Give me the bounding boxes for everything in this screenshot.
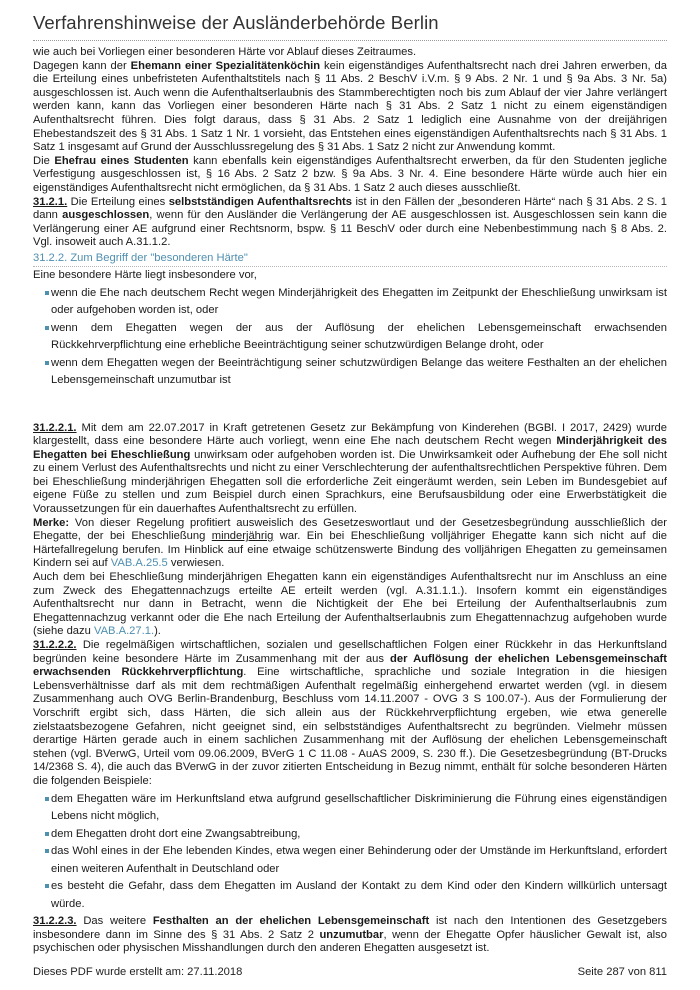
page-title: Verfahrenshinweise der Ausländerbehörde Berlin (33, 12, 667, 41)
list-item: dem Ehegatten wäre im Herkunftsland etwa aufgrund gesellschaftlicher Diskriminierung die Führung eines eigenständigen Lebens nicht möglich, (33, 791, 667, 826)
list-item: das Wohl eines in der Ehe lebenden Kindes, etwa wegen einer Behinderung oder der Umstände im Herkunftsland, erfordert einen weiteren Aufenthalt in Deutschland oder (33, 843, 667, 878)
bullet-icon (45, 361, 49, 365)
list-item: wenn dem Ehegatten wegen der aus der Auflösung der ehelichen Lebensgemeinschaft erwachsenden Rückkehrverpflichtung eine erhebliche Beeinträchtigung seiner schutzwürdigen Belange droht, oder (33, 320, 667, 355)
footer-page-number: Seite 287 von 811 (577, 966, 667, 978)
haerte-list (33, 285, 667, 390)
paragraph-31-2-2-2: 31.2.2.2. Die regelmäßigen wirtschaftlichen, sozialen und gesellschaftlichen Folgen einer Rückkehr in das Herkunftsland begründen keine besondere Härte im Zusammenhang mit der aus der Auflösung der ehelichen Lebensgemeinschaft erwachsenden Rückkehrverpflichtung. Eine wirtschaftliche, sprachliche und soziale Integration in die hiesigen Lebensverhältnisse darf als mit dem rechtmäßigen Aufenthalt regelmäßig einhergehend erwartet werden (vgl. in diesem Zusammenhang auch OVG Berlin-Brandenburg, Beschluss vom 14.11.2007 - OVG 3 S 100.07-). Aus der Formulierung der Vorschrift ergibt sich, dass Härten, die sich allein aus der Rückkehrverpflichtung ergeben, wie etwa generelle zielstaatsbezogene Gefahren, nicht geeignet sind, ein selbstständiges Aufenthaltsrecht zu begründen. Vielmehr müssen derartige Härten gerade auch in einem sachlichen Zusammenhang mit der Auflösung der ehelichen Lebensgemeinschaft stehen (vgl. BVerwG, Urteil vom 09.06.2009, BVerG 1 C 11.08 - AuAS 2009, S. 230 ff.). Die Gesetzesbegründung (BT-Drucks 14/2368 S. 4), die auch das BVerwG in der zuvor zitierten Entscheidung in Bezug nimmt, enthält für solche besonderen Härten die folgenden Beispiele: (33, 639, 668, 787)
paragraph-student: Die Ehefrau eines Studenten kann ebenfalls kein eigenständiges Aufenthaltsrecht erwerben, da für den Studenten jegliche Verfestigung ausgeschlossen ist, § 16 Abs. 2 Satz 2 bzw. § 9a Abs. 3 Nr. 4. Eine besondere Härte würde auch hier ein eigenständiges Aufenthaltsrecht nicht ermöglichen, da § 31 Abs. 1 Satz 2 auch dieses ausschließt. (33, 154, 667, 194)
paragraph-31-2-2-1: 31.2.2.1. Mit dem am 22.07.2017 in Kraft getretenen Gesetz zur Bekämpfung von Kinderehen (BGBl. I 2017, 2429) wurde klargestellt, dass eine besondere Härte auch vorliegt, wenn eine Ehe nach deutschem Recht wegen Minderjährigkeit des Ehegatten bei Eheschließung unwirksam oder aufgehoben worden ist. Die Unwirksamkeit oder Aufhebung der Ehe soll nicht zu einem Verlust des Aufenthaltsrechts und nicht zu einer Verschlechterung der aufenthaltsrechtlichen Perspektive führen. Dem bei Eheschließung minderjährigen Ehegatten soll die erforderliche Zeit eingeräumt werden, sein Leben im Bundesgebiet auf eigene Füße zu stellen und zum Beispiel durch einen Sprachkurs, eine Berufsausbildung oder eine Erwerbstätigkeit die Voraussetzungen für ein dauerhaftes Aufenthaltsrecht zu erfüllen. (33, 421, 668, 516)
link-vab-a-27-1[interactable]: VAB.A.27.1. (93, 625, 155, 638)
paragraph-spezialitaetenkoechin: Dagegen kann der Ehemann einer Spezialitätenköchin kein eigenständiges Aufenthaltsrecht nach drei Jahren erwerben, da die Erteilung eines unbefristeten Aufenthaltstitels nach § 11 Abs. 2 BeschV i.V.m. § 9 Abs. 2 Nr. 1 und § 9a Abs. 3 Nr. 5a) ausgeschlossen ist. Auch wenn die Aufenthaltserlaubnis des Stammberechtigten noch bis zum Ablauf der vier Jahre verlängert werden kann, kann das Vorliegen einer besonderen Härte nach § 31 Abs. 2 Satz 1 nicht zu einem eigenständigen Aufenthaltsrecht führen. Dies folgt daraus, dass § 31 Abs. 2 Satz 1 lediglich eine Ausnahme von der dreijährigen Ehebestandszeit des § 31 Abs. 1 Satz 1 Nr. 1 vorsieht, das Entstehen eines eigenständigen Aufenthaltsrechts nach § 31 Abs. 1 Satz 1 insgesamt auf Grund der Ausschlussregelung des § 31 Abs. 1 Satz 2 nicht zur Anwendung kommt. (33, 59, 667, 154)
paragraph-31-2-2-3: 31.2.2.3. Das weitere Festhalten an der ehelichen Lebensgemeinschaft ist nach den Intentionen des Gesetzgebers insbesondere dann im Sinne des § 31 Abs. 2 Satz 2 unzumutbar, wenn der Ehegatte Opfer häuslicher Gewalt ist, also psychischen oder physischen Misshandlungen durch den anderen Ehegatten ausgesetzt ist. (33, 915, 667, 955)
beispiele-list (33, 791, 667, 914)
paragraph-auch: Auch dem bei Eheschließung minderjährigen Ehegatten kann ein eigenständiges Aufenthaltsrecht nur im Anschluss an eine zum Zweck des Ehegattennachzugs erteilte AE erteilt werden (vgl. A.31.1.1.). Insofern kommt ein eigenständiges Aufenthaltsrecht nur dann in Betracht, wenn die Nichtigkeit der Ehe bei Erteilung der Aufenthaltserlaubnis zum Ehegattennachzug verkannt oder die Ehe nach Erteilung der Aufenthaltserlaubnis zum Ehegattennachzug aufgehoben wurde (siehe dazu VAB.A.27.1.). (33, 571, 667, 638)
link-vab-a-25-5[interactable]: VAB.A.25.5 (110, 557, 168, 570)
bullet-icon (45, 832, 49, 836)
section-heading: 31.2.2. Zum Begriff der "besonderen Härte" (33, 252, 667, 267)
section-intro: Eine besondere Härte liegt insbesondere vor, (33, 268, 257, 281)
bullet-icon (45, 326, 49, 330)
paragraph-31-2-1: 31.2.1. Die Erteilung eines selbstständigen Aufenthaltsrechts ist in den Fällen der „besonderen Härte“ nach § 31 Abs. 2 S. 1 dann ausgeschlossen, wenn für den Ausländer die Verlängerung der AE ausgeschlossen ist. Ausgeschlossen sein kann die Verlängerung einer AE aufgrund einer Rechtsnorm, bspw. § 11 BeschV oder durch eine Nebenbestimmung nach § 8 Abs. 2. Vgl. insoweit auch A.31.1.2. (33, 195, 668, 249)
document-page (33, 0, 667, 956)
paragraph-merke: Merke: Von dieser Regelung profitiert ausweislich des Gesetzeswortlaut und der Gesetzesbegründung ausschließlich der Ehegatte, der bei Eheschließung minderjährig war. Ein bei Eheschließung volljähriger Ehegatte kann sich nicht auf die Härtefallregelung berufen. Im Hinblick auf eine etwaige schützenswerte Bindung des volljährigen Ehegatten zu gemeinsamen Kindern sei auf VAB.A.25.5 verwiesen. (33, 516, 668, 570)
bullet-icon (45, 849, 49, 853)
page-footer (33, 966, 667, 978)
paragraph-intro: wie auch bei Vorliegen einer besonderen Härte vor Ablauf dieses Zeitraumes. (33, 46, 417, 58)
bullet-icon (45, 884, 49, 888)
list-item: wenn dem Ehegatten wegen der Beeinträchtigung seiner schutzwürdigen Belange das weitere Festhalten an der ehelichen Lebensgemeinschaft unzumutbar ist (33, 355, 667, 390)
list-item: dem Ehegatten droht dort eine Zwangsabtreibung, (33, 826, 667, 844)
bullet-icon (45, 797, 49, 801)
list-item: es besteht die Gefahr, dass dem Ehegatten im Ausland der Kontakt zu dem Kind oder den Kindern willkürlich untersagt würde. (33, 878, 667, 913)
list-item: wenn die Ehe nach deutschem Recht wegen Minderjährigkeit des Ehegatten im Zeitpunkt der Eheschließung unwirksam ist oder aufgehoben worden ist, oder (33, 285, 667, 320)
footer-created-date: Dieses PDF wurde erstellt am: 27.11.2018 (33, 966, 243, 978)
bullet-icon (45, 291, 49, 295)
